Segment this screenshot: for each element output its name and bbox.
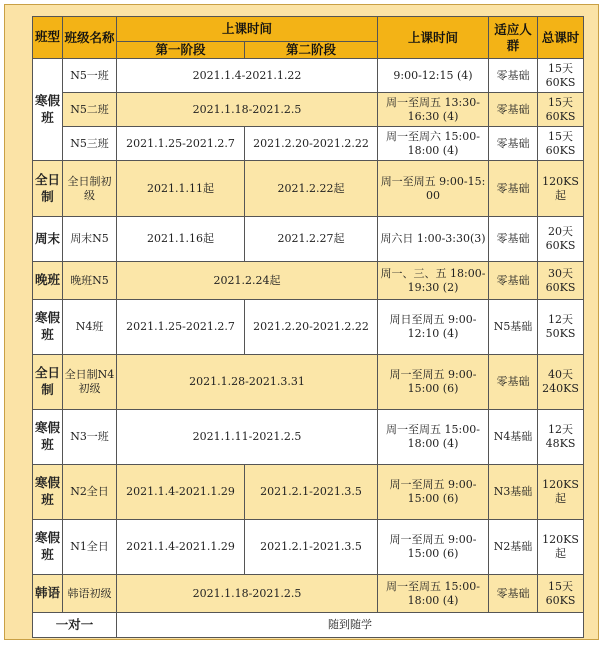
stage2-cell: 2021.2.27起 [245, 217, 378, 262]
table-row [33, 465, 584, 520]
total-cell: 15天 60KS [538, 93, 584, 127]
type-cell: 寒假班 [33, 520, 63, 575]
type-cell: 寒假班 [33, 410, 63, 465]
total-cell: 15天 60KS [538, 59, 584, 93]
audience-cell: 零基础 [489, 355, 538, 410]
stage-merged-cell: 2021.2.24起 [117, 262, 378, 300]
class-name-cell: N5三班 [63, 127, 117, 161]
table-row [33, 613, 584, 638]
table-row [33, 410, 584, 465]
total-cell: 120KS 起 [538, 161, 584, 217]
audience-cell: 零基础 [489, 161, 538, 217]
stage1-cell: 2021.1.16起 [117, 217, 245, 262]
table-row [33, 161, 584, 217]
total-cell: 20天 60KS [538, 217, 584, 262]
class-name-cell: 全日制N4初级 [63, 355, 117, 410]
stage2-cell: 2021.2.22起 [245, 161, 378, 217]
class-name-cell: N1全日 [63, 520, 117, 575]
schedule-cell: 周一至周六 15:00-18:00 (4) [378, 127, 489, 161]
type-cell: 晚班 [33, 262, 63, 300]
table-row [33, 575, 584, 613]
audience-cell: 零基础 [489, 93, 538, 127]
table-row [33, 300, 584, 355]
header-period: 上课时间 [117, 17, 378, 42]
stage1-cell: 2021.1.25-2021.2.7 [117, 300, 245, 355]
stage2-cell: 2021.2.1-2021.3.5 [245, 520, 378, 575]
audience-cell: 零基础 [489, 575, 538, 613]
table-row [33, 355, 584, 410]
type-cell: 全日制 [33, 355, 63, 410]
stage2-cell: 2021.2.20-2021.2.22 [245, 127, 378, 161]
total-cell: 12天 50KS [538, 300, 584, 355]
class-name-cell: N2全日 [63, 465, 117, 520]
audience-cell: N4基础 [489, 410, 538, 465]
stage-merged-cell: 2021.1.4-2021.1.22 [117, 59, 378, 93]
stage1-cell: 2021.1.11起 [117, 161, 245, 217]
poster-frame [4, 4, 599, 640]
class-name-cell: N4班 [63, 300, 117, 355]
header-schedule: 上课时间 [378, 17, 489, 59]
audience-cell: 零基础 [489, 262, 538, 300]
total-cell: 30天 60KS [538, 262, 584, 300]
total-cell: 15天 60KS [538, 127, 584, 161]
audience-cell: N2基础 [489, 520, 538, 575]
schedule-cell: 周一至周五 9:00-15:00 (6) [378, 355, 489, 410]
type-cell: 全日制 [33, 161, 63, 217]
stage-merged-cell: 2021.1.18-2021.2.5 [117, 575, 378, 613]
stage2-cell: 2021.2.1-2021.3.5 [245, 465, 378, 520]
stage2-cell: 2021.2.20-2021.2.22 [245, 300, 378, 355]
class-name-cell: N5一班 [63, 59, 117, 93]
audience-cell: 零基础 [489, 59, 538, 93]
audience-cell: N5基础 [489, 300, 538, 355]
audience-cell: 零基础 [489, 127, 538, 161]
type-cell: 寒假班 [33, 300, 63, 355]
header-class-name: 班级名称 [63, 17, 117, 59]
header-audience: 适应人群 [489, 17, 538, 59]
footer-text: 随到随学 [117, 613, 584, 638]
stage-merged-cell: 2021.1.18-2021.2.5 [117, 93, 378, 127]
audience-cell: N3基础 [489, 465, 538, 520]
table-row [33, 59, 584, 93]
table-row [33, 520, 584, 575]
type-cell: 周末 [33, 217, 63, 262]
stage-merged-cell: 2021.1.28-2021.3.31 [117, 355, 378, 410]
stage1-cell: 2021.1.25-2021.2.7 [117, 127, 245, 161]
header-total: 总课时 [538, 17, 584, 59]
schedule-cell: 周日至周五 9:00-12:10 (4) [378, 300, 489, 355]
header-stage2: 第二阶段 [245, 42, 378, 59]
class-name-cell: 周末N5 [63, 217, 117, 262]
schedule-table [32, 16, 584, 638]
table-row [33, 262, 584, 300]
total-cell: 120KS 起 [538, 520, 584, 575]
schedule-cell: 周六日 1:00-3:30(3) [378, 217, 489, 262]
total-cell: 12天 48KS [538, 410, 584, 465]
class-name-cell: 晚班N5 [63, 262, 117, 300]
total-cell: 40天 240KS [538, 355, 584, 410]
class-name-cell: N5二班 [63, 93, 117, 127]
footer-label: 一对一 [33, 613, 117, 638]
schedule-cell: 周一至周五 15:00-18:00 (4) [378, 575, 489, 613]
class-name-cell: 全日制初级 [63, 161, 117, 217]
schedule-cell: 周一至周五 9:00-15: 00 [378, 161, 489, 217]
table-row [33, 93, 584, 127]
stage-merged-cell: 2021.1.11-2021.2.5 [117, 410, 378, 465]
type-cell: 寒假班 [33, 465, 63, 520]
class-name-cell: N3一班 [63, 410, 117, 465]
table-row [33, 127, 584, 161]
type-cell: 寒假班 [33, 59, 63, 161]
schedule-cell: 9:00-12:15 (4) [378, 59, 489, 93]
type-cell: 韩语 [33, 575, 63, 613]
class-name-cell: 韩语初级 [63, 575, 117, 613]
schedule-cell: 周一至周五 13:30-16:30 (4) [378, 93, 489, 127]
schedule-cell: 周一、三、五 18:00-19:30 (2) [378, 262, 489, 300]
total-cell: 120KS 起 [538, 465, 584, 520]
header-type: 班型 [33, 17, 63, 59]
schedule-cell: 周一至周五 9:00-15:00 (6) [378, 520, 489, 575]
stage1-cell: 2021.1.4-2021.1.29 [117, 465, 245, 520]
table-row [33, 217, 584, 262]
total-cell: 15天 60KS [538, 575, 584, 613]
schedule-cell: 周一至周五 9:00-15:00 (6) [378, 465, 489, 520]
stage1-cell: 2021.1.4-2021.1.29 [117, 520, 245, 575]
audience-cell: 零基础 [489, 217, 538, 262]
schedule-cell: 周一至周五 15:00-18:00 (4) [378, 410, 489, 465]
header-stage1: 第一阶段 [117, 42, 245, 59]
